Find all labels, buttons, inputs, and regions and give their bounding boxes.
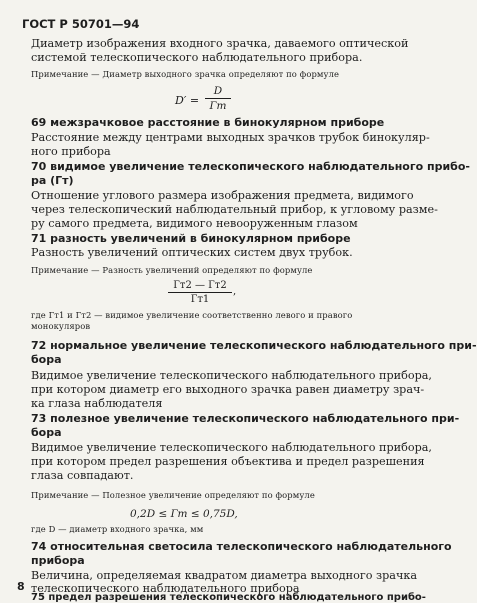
page-header-title: ГОСТ Р 50701—94: [22, 17, 140, 31]
term-heading: 74 относительная светосила телескопического наблюдательного: [31, 540, 452, 553]
note-text: где D — диаметр входного зрачка, мм: [31, 524, 204, 534]
body-line: системой телескопического наблюдательного прибора.: [31, 51, 363, 64]
note-text: Примечание — Разность увеличений определяют по формуле: [31, 265, 313, 275]
page-number: 8: [17, 580, 25, 593]
fraction-bar: [205, 98, 231, 99]
term-heading: 73 полезное увеличение телескопического наблюдательного при-: [31, 412, 460, 425]
body-line: Разность увеличений оптических систем двух трубок.: [31, 246, 353, 259]
body-line: телескопического наблюдательного прибора: [31, 582, 300, 595]
body-line: при котором диаметр его выходного зрачка равен диаметру зрач-: [31, 383, 425, 396]
note-text: Примечание — Диаметр выходного зрачка определяют по формуле: [31, 69, 340, 79]
term-heading: 70 видимое увеличение телескопического наблюдательного прибо-: [31, 160, 470, 173]
formula-suffix: ,: [233, 286, 237, 297]
term-heading: 71 разность увеличений в бинокулярном приборе: [31, 232, 351, 245]
term-heading: 75 предел разрешения телескопического наблюдательного прибо-: [31, 592, 426, 603]
body-line: при котором предел разрешения объектива и предел разрешения: [31, 455, 425, 468]
formula-denominator: Гт1: [190, 294, 210, 305]
formula-numerator: Гт2 — Гт2: [173, 280, 227, 291]
body-line: ру самого предмета, видимого невооруженным глазом: [31, 217, 358, 230]
formula-inequality: 0,2D ≤ Гт ≤ 0,75D,: [130, 508, 238, 520]
body-line: ного прибора: [31, 145, 111, 158]
formula-lhs: D′ =: [175, 94, 200, 107]
body-line: Диаметр изображения входного зрачка, даваемого оптической: [31, 37, 409, 50]
body-line: Расстояние между центрами выходных зрачков трубок бинокуляр-: [31, 131, 430, 144]
term-heading: ра (Гт): [31, 174, 74, 187]
body-line: Видимое увеличение телескопического наблюдательного прибора,: [31, 441, 432, 454]
term-heading: бора: [31, 353, 62, 366]
body-line: глаза совпадают.: [31, 469, 134, 482]
note-text: Примечание — Полезное увеличение определяют по формуле: [31, 490, 315, 500]
note-text: где Гт1 и Гт2 — видимое увеличение соответственно левого и правого: [31, 310, 353, 320]
body-line: Отношение углового размера изображения предмета, видимого: [31, 189, 414, 202]
term-heading: прибора: [31, 554, 85, 567]
body-line: ка глаза наблюдателя: [31, 397, 163, 410]
formula-numerator: D: [213, 85, 223, 97]
term-heading: 72 нормальное увеличение телескопического наблюдательного при-: [31, 339, 477, 352]
term-heading: бора: [31, 426, 62, 439]
formula-fraction: [205, 85, 231, 112]
formula-fraction: [168, 280, 232, 305]
formula-denominator: Гт: [209, 100, 227, 112]
body-line: Величина, определяемая квадратом диаметра выходного зрачка: [31, 569, 418, 582]
body-line: Видимое увеличение телескопического наблюдательного прибора,: [31, 369, 432, 382]
note-text: монокуляров: [31, 321, 91, 331]
term-heading: 69 межзрачковое расстояние в бинокулярном приборе: [31, 116, 385, 129]
fraction-bar: [168, 292, 232, 293]
body-line: через телескопический наблюдательный прибор, к угловому разме-: [31, 203, 438, 216]
